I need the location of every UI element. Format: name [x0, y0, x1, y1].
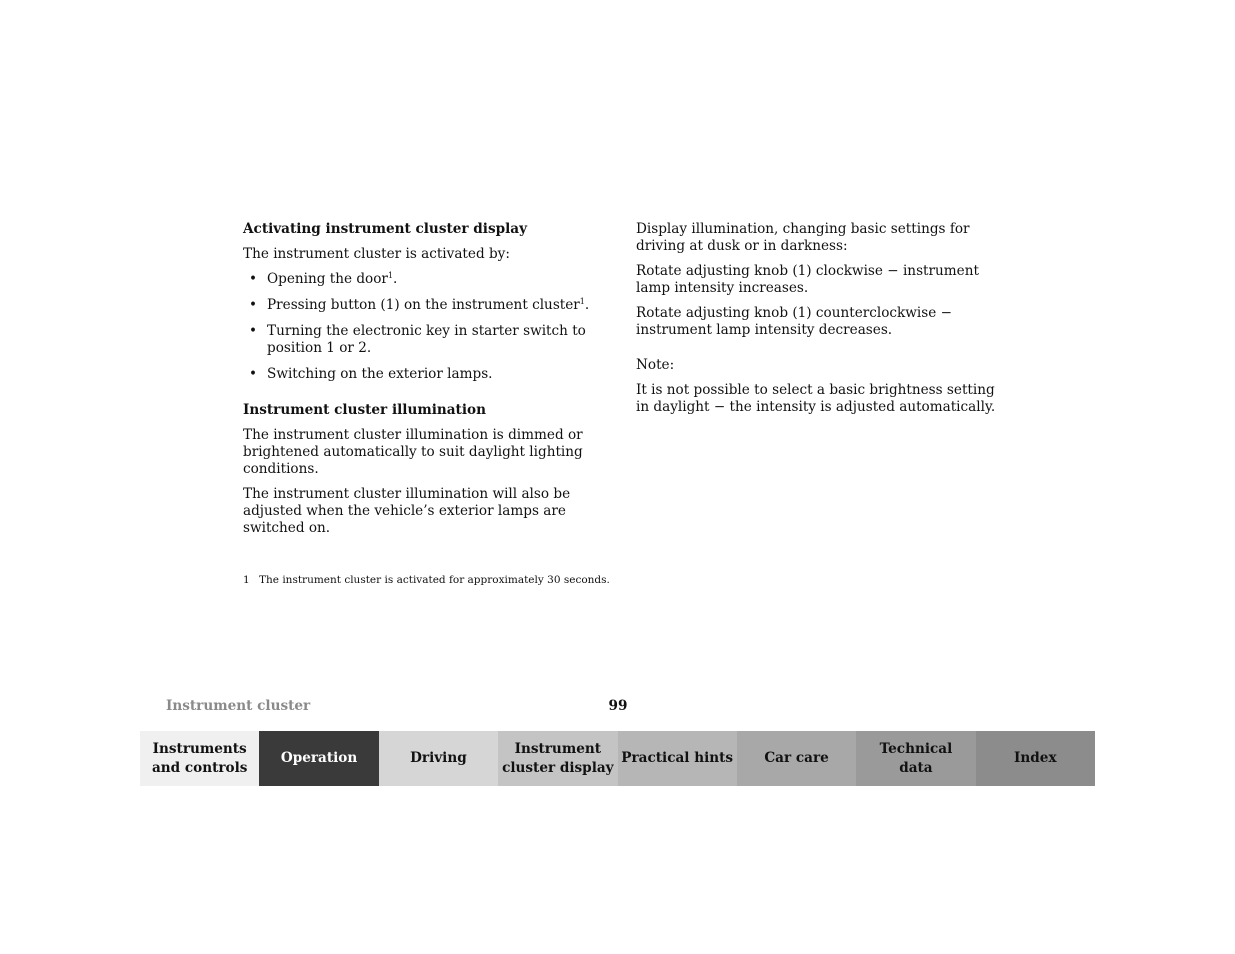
- footnote-number: 1: [243, 574, 250, 586]
- illumination-paragraph-2: The instrument cluster illumination will also be adjusted when the vehicle’s exterior lamps are switched on.: [243, 486, 571, 536]
- list-item-text: Turning the electronic key in starter switch to position 1 or 2.: [267, 323, 586, 356]
- footnote-ref: 1: [387, 271, 394, 280]
- display-illumination-intro: Display illumination, changing basic settings for driving at dusk or in darkness:: [636, 221, 970, 254]
- tab-technical-data[interactable]: Technical data: [856, 731, 975, 786]
- clockwise-instruction: Rotate adjusting knob (1) clockwise − instrument lamp intensity increases.: [636, 263, 979, 296]
- chapter-tabs: [140, 731, 1095, 786]
- tab-practical-hints[interactable]: Practical hints: [618, 731, 737, 786]
- right-column: [636, 221, 998, 424]
- list-item-tail: .: [393, 271, 398, 287]
- note-text: It is not possible to select a basic brightness setting in daylight − the intensity is adjusted automatically.: [636, 382, 996, 415]
- tab-index[interactable]: Index: [976, 731, 1095, 786]
- list-item: [243, 297, 603, 314]
- activation-list: [243, 271, 603, 383]
- heading-illumination: Instrument cluster illumination: [243, 402, 486, 418]
- tab-instruments-and-controls[interactable]: Instruments and controls: [140, 731, 259, 786]
- intro-text: The instrument cluster is activated by:: [243, 246, 510, 262]
- list-item-text: Switching on the exterior lamps.: [267, 366, 493, 382]
- tab-instrument-cluster-display[interactable]: Instrument cluster display: [498, 731, 617, 786]
- section-label: Instrument cluster: [166, 698, 311, 714]
- heading-activating-display: Activating instrument cluster display: [243, 221, 527, 237]
- list-item-text: Pressing button (1) on the instrument cluster: [267, 297, 580, 313]
- list-item-tail: .: [584, 297, 590, 313]
- list-item: [243, 366, 603, 383]
- counterclockwise-instruction: Rotate adjusting knob (1) counterclockwise − instrument lamp intensity decreases.: [636, 305, 952, 338]
- illumination-paragraph-1: The instrument cluster illumination is dimmed or brightened automatically to suit daylight lighting conditions.: [243, 427, 583, 477]
- list-item: [243, 271, 603, 288]
- tab-car-care[interactable]: Car care: [737, 731, 856, 786]
- note-label: Note:: [636, 357, 675, 373]
- list-item: [243, 323, 603, 357]
- tab-driving[interactable]: Driving: [379, 731, 498, 786]
- footnote: [243, 573, 610, 587]
- page-number: 99: [608, 698, 628, 714]
- tab-operation[interactable]: Operation: [259, 731, 378, 786]
- footnote-text: The instrument cluster is activated for approximately 30 seconds.: [259, 574, 610, 586]
- left-column: [243, 221, 603, 545]
- footnote-ref: 1: [579, 297, 585, 306]
- list-item-text: Opening the door: [267, 271, 388, 287]
